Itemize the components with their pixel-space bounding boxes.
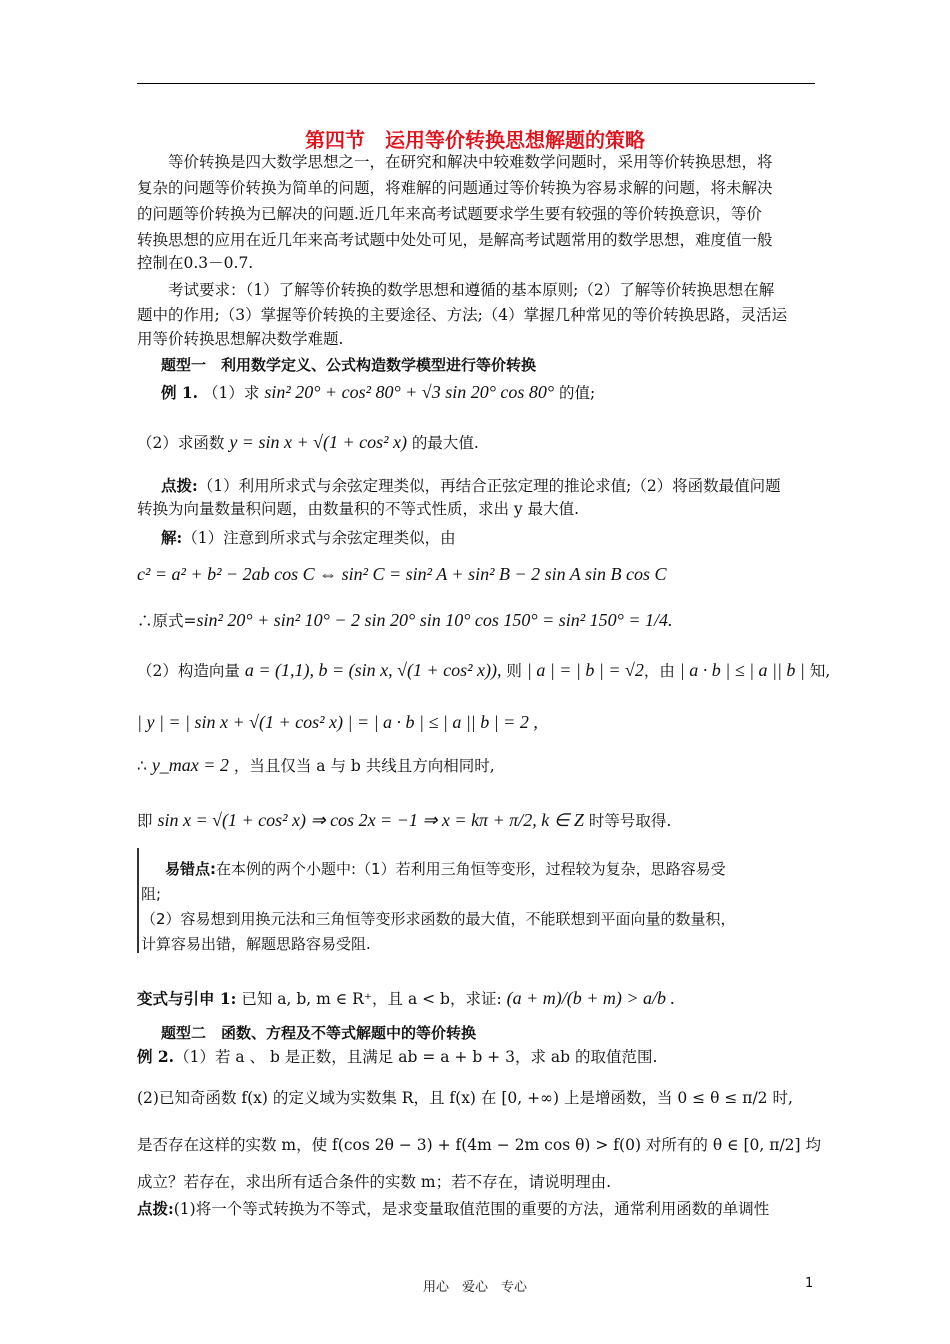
error-point-line-3: （2）容易想到用换元法和三角恒等变形求函数的最大值，不能联想到平面向量的数量积， xyxy=(141,910,736,928)
example2-q2-line-3: 成立？若存在，求出所有适合条件的实数 m；若不存在，请说明理由. xyxy=(137,1173,612,1191)
error-point-line-1: 易错点:在本例的两个小题中:（1）若利用三角恒等变形，过程较为复杂，思路容易受 xyxy=(165,860,726,878)
intro-line-3: 的问题等价转换为已解决的问题.近几年来高考试题要求学生要有较强的等价转换意识，等价 xyxy=(137,205,762,223)
solution-label: 解: xyxy=(161,528,183,547)
error-point-line-2: 阻; xyxy=(141,885,162,903)
example1-q1-math: sin² 20° + cos² 80° + √3 sin 20° cos 80° xyxy=(264,382,555,402)
section-title: 第四节 运用等价转换思想解题的策略 xyxy=(305,128,645,152)
variation-1: 变式与引申 1: 已知 a, b, m ∈ R⁺，且 a < b，求证: (a + m)/(b + m) > a/b . xyxy=(137,988,676,1008)
header-rule xyxy=(137,83,815,84)
intro-line-4: 转换思想的应用在近几年来高考试题中处处可见，是解高考试题常用的数学思想，难度值一般 xyxy=(137,231,773,249)
page-footer: 用心 爱心 专心 xyxy=(422,1280,527,1295)
error-point-line-4: 计算容易出错，解题思路容易受阻. xyxy=(141,935,371,953)
requirements-line-3: 用等价转换思想解决数学难题. xyxy=(137,330,344,348)
type2-heading: 题型二 函数、方程及不等式解题中的等价转换 xyxy=(161,1024,477,1042)
intro-line-5: 控制在0.3－0.7. xyxy=(137,254,254,272)
solution-part-2: （2）构造向量 a = (1,1), b = (sin x, √(1 + cos² x)), 则 | a | = | b | = √2，由 | a · b | ≤ | a || b | 知, xyxy=(137,660,831,680)
intro-line-1: 等价转换是四大数学思想之一，在研究和解决中较难数学问题时，采用等价转换思想，将 xyxy=(137,153,773,171)
equation-5: 即 sin x = √(1 + cos² x) ⇒ cos 2x = −1 ⇒ x = kπ + π/2, k ∈ Z 时等号取得. xyxy=(137,810,672,830)
example1-q2-math: y = sin x + √(1 + cos² x) xyxy=(229,432,407,452)
hint-label: 点拨: xyxy=(161,476,198,495)
requirements-line-2: 题中的作用;（3）掌握等价转换的主要途径、方法;（4）掌握几种常见的等价转换思路，灵活运 xyxy=(137,306,788,324)
requirements-line-1: 考试要求：（1）了解等价转换的数学思想和遵循的基本原则;（2）了解等价转换思想在解 xyxy=(137,281,775,299)
hint2-label: 点拨: xyxy=(137,1199,174,1218)
solution-line-1: 解:（1）注意到所求式与余弦定理类似，由 xyxy=(161,528,456,547)
hint1-line-2: 转换为向量数量积问题，由数量积的不等式性质，求出 y 最大值. xyxy=(137,500,580,518)
example2-q2-line-1: (2)已知奇函数 f(x) 的定义域为实数集 R，且 f(x) 在 [0, +∞) 上是增函数，当 0 ≤ θ ≤ π/2 时, xyxy=(137,1089,793,1107)
equation-1: c² = a² + b² − 2ab cos C ⇔ sin² C = sin² A + sin² B − 2 sin A sin B cos C xyxy=(137,564,667,584)
example1-label: 例 1. xyxy=(161,383,199,402)
example2-q2-line-2: 是否存在这样的实数 m，使 f(cos 2θ − 3) + f(4m − 2m cos θ) > f(0) 对所有的 θ ∈ [0, π/2] 均 xyxy=(137,1136,822,1154)
equation-4: ∴ y_max = 2 ，当且仅当 a 与 b 共线且方向相同时, xyxy=(137,755,495,775)
example2-q1: 例 2.（1）若 a 、 b 是正数，且满足 ab = a + b + 3，求 ab 的取值范围. xyxy=(137,1047,658,1066)
example1-q1: 例 1. （1）求 sin² 20° + cos² 80° + √3 sin 20° cos 80° 的值; xyxy=(161,382,596,402)
error-label: 易错点: xyxy=(165,860,216,878)
equation-2: ∴原式=sin² 20° + sin² 10° − 2 sin 20° sin 10° cos 150° = sin² 150° = 1/4. xyxy=(137,610,673,630)
variation-label: 变式与引申 1: xyxy=(137,989,237,1008)
hint2-line: 点拨:(1)将一个等式转换为不等式，是求变量取值范围的重要的方法，通常利用函数的单调性 xyxy=(137,1199,770,1218)
example1-q2: （2）求函数 y = sin x + √(1 + cos² x) 的最大值. xyxy=(137,432,479,452)
example2-label: 例 2. xyxy=(137,1047,175,1066)
hint1-line-1: 点拨:（1）利用所求式与余弦定理类似，再结合正弦定理的推论求值;（2）将函数最值问题 xyxy=(161,476,781,495)
equation-3: | y | = | sin x + √(1 + cos² x) | = | a · b | ≤ | a || b | = 2 , xyxy=(137,712,538,732)
page-number: 1 xyxy=(805,1276,814,1291)
intro-line-2: 复杂的问题等价转换为简单的问题，将难解的问题通过等价转换为容易求解的问题，将未解决 xyxy=(137,179,773,197)
type1-heading: 题型一 利用数学定义、公式构造数学模型进行等价转换 xyxy=(161,356,537,374)
